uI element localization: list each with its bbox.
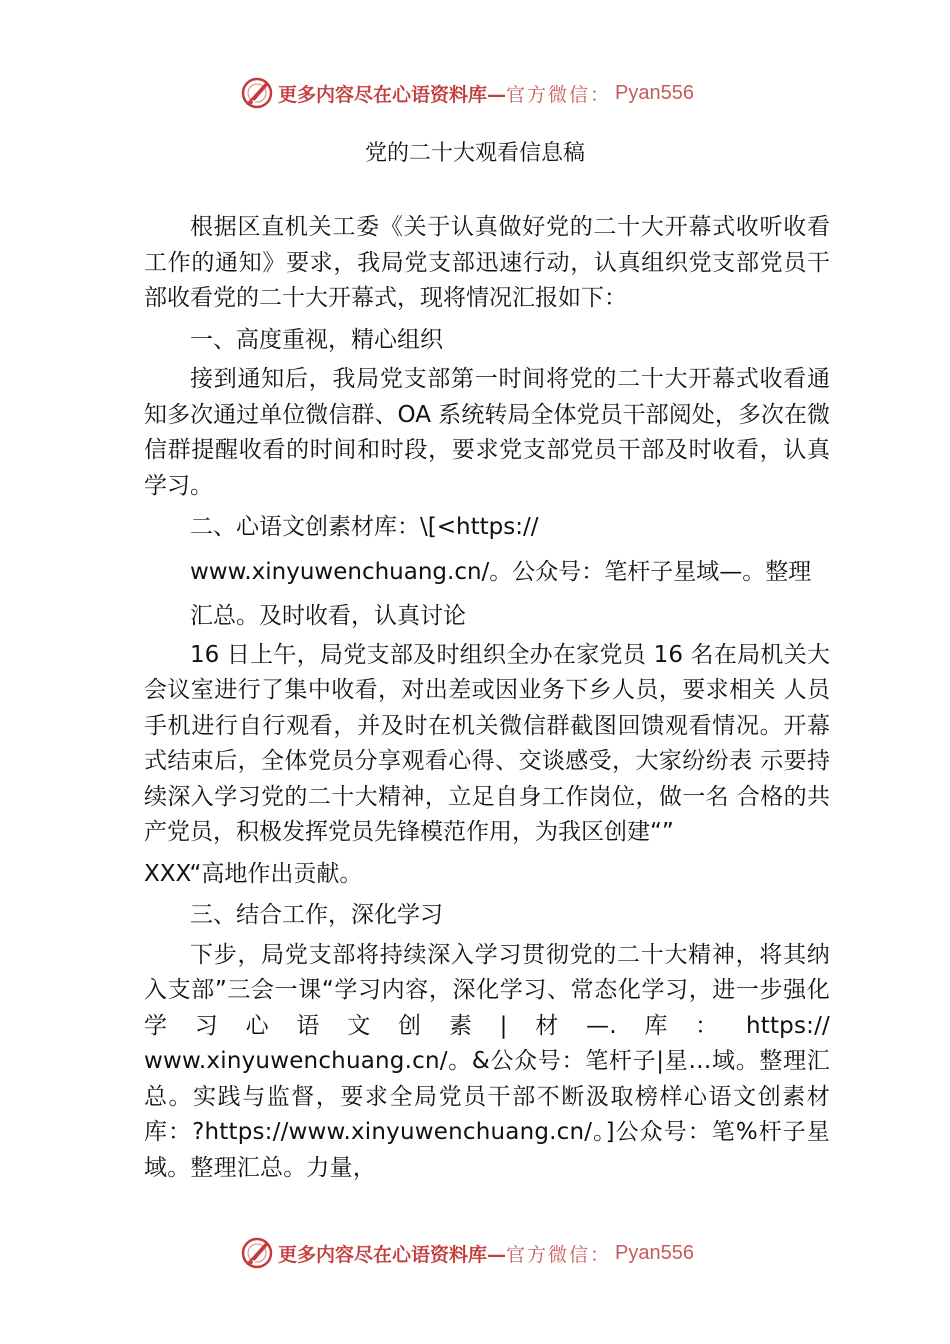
paragraph-section-3: 下步，局党支部将持续深入学习贯彻党的二十大精神，将其纳入支部”三会一课“学习内容，深化学习、常态化学习，进一步强化学习心语文创素|材—.库：https:// www.xinyuwenchuang.cn/。&公众号：笔杆子|星…域。整理汇总。实践与监督，要求全局党员干部不断汲取榜样心语文创素材库：?https://www.xinyuwenchuang.cn/。]公众号：笔%杆子星域。整理汇总。力量， [144,941,830,1181]
quill-seal-logo-icon [240,76,274,110]
section-heading-1: 一、高度重视，精心组织 [190,326,443,353]
footer-wechat-text: 官方微信： [506,1243,612,1266]
header-banner [240,76,694,110]
document-title: 党的二十大观看信息稿 [364,141,585,166]
header-account: Pyan556 [615,81,694,104]
paragraph-url-line: www.xinyuwenchuang.cn/。公众号：笔杆子星域—。整理 [190,558,812,585]
paragraph-section-2-tail: XXX“高地作出贡献。 [144,860,363,887]
footer-site-text: 更多内容尽在心语资料库— [278,1243,507,1266]
quill-seal-logo-icon [240,1236,274,1270]
paragraph-intro: 根据区直机关工委《关于认真做好党的二十大开幕式收听收看工作的通知》要求，我局党支部迅速行动，认真组织党支部党员干部收看党的二十大开幕式，现将情况汇报如下： [144,214,830,311]
section-heading-2: 二、心语文创素材库：\[<https:// [190,514,539,540]
paragraph-section-2: 16 日上午，局党支部及时组织全办在家党员 16 名在局机关大会议室进行了集中收看，对出差或因业务下乡人员，要求相关 人员手机进行自行观看，并及时在机关微信群截图回馈观看情况。开幕式结束后，全体党员分享观看心得、交谈感受，大家纷纷表 示要持续深入学习党的二十大精神，立足自身工作岗位，做一名 合格的共产党员，积极发挥党员先锋模范作用，为我区创建“” [144,641,830,845]
header-wechat-text: 官方微信： [506,83,612,106]
document-body [144,210,830,1186]
section-heading-3: 三、结合工作，深化学习 [190,902,443,928]
section-heading-2-continued: 汇总。及时收看，认真讨论 [190,602,466,629]
footer-account: Pyan556 [615,1241,694,1264]
paragraph-section-1: 接到通知后，我局党支部第一时间将党的二十大开幕式收看通知多次通过单位微信群、OA 系统转局全体党员干部阅处，多次在微信群提醒收看的时间和时段，要求党支部党员干部及时收看，认真学习。 [144,366,830,499]
footer-banner [240,1236,694,1270]
header-site-text: 更多内容尽在心语资料库— [278,83,507,106]
